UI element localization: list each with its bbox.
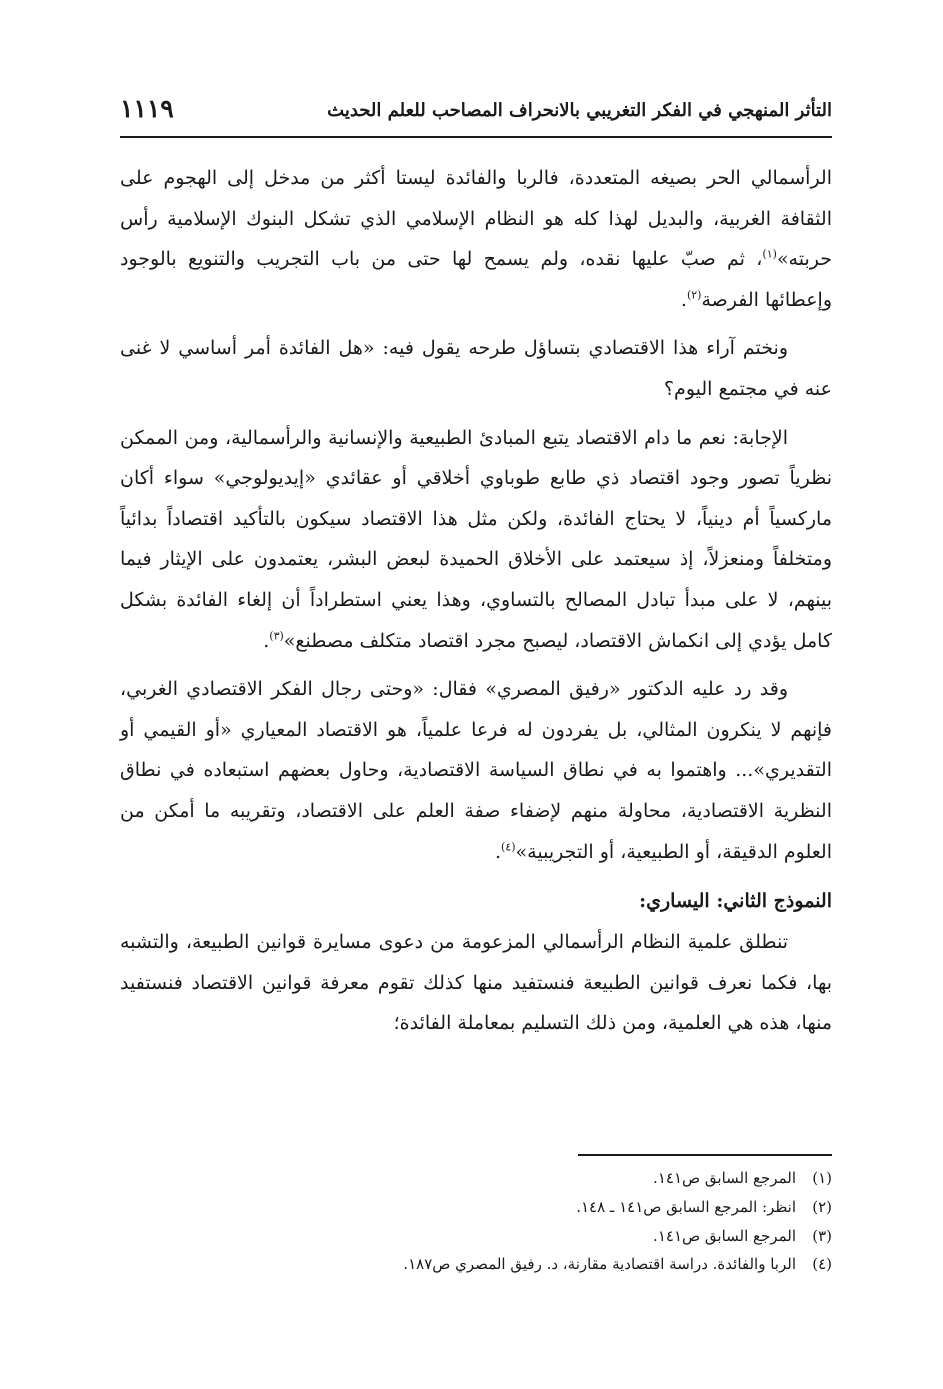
footnote-text: المرجع السابق ص١٤١. [653,1226,796,1245]
footnote-number: (٤) [812,1255,832,1274]
paragraph-3-text: الإجابة: نعم ما دام الاقتصاد يتبع المبادئ الطبيعية والإنسانية والرأسمالية، ومن الممكن نظرياً تصور وجود اقتصاد ذي طابع طوباوي أخلاقي أو عقائدي «إيديولوجي» سواء أكان ماركسياً أم دينياً، لا يحتاج الفائدة، ولكن مثل هذا الاقتصاد سيكون بالتأكيد اقتصاداً بدائياً ومتخلفاً ومنعزلاً، إذ سيعتمد على الأخلاق الحميدة لبعض البشر، يعتمدون على الإيثار فيما بينهم، لا على مبدأ تبادل المصالح بالتساوي، وهذا يعني استطراداً أن إلغاء الفائدة بشكل كامل يؤدي إلى انكماش الاقتصاد، ليصبح مجرد اقتصاد متكلف مصطنع» [120,426,832,652]
section-heading: النموذج الثاني: اليساري: [639,890,832,913]
footnotes [120,1164,832,1279]
footnote-text: انظر: المرجع السابق ص١٤١ ـ ١٤٨. [576,1197,796,1216]
paragraph-4 [120,669,832,872]
footnote-ref-3: (٣) [269,629,284,643]
footnote-separator [578,1154,832,1156]
footnote [120,1164,832,1193]
page-number: ١١١٩ [120,94,174,123]
footnote-ref-1: (١) [762,247,777,261]
paragraph-2 [120,328,832,409]
paragraph-4-end: . [494,840,502,863]
paragraph-5 [120,922,832,1044]
paragraph-2-text: ونختم آراء هذا الاقتصادي بتساؤل طرحه يقول فيه: «هل الفائدة أمر أساسي لا غنى عنه في مجتمع اليوم؟ [120,337,832,400]
footnote-number: (٣) [812,1226,832,1245]
paragraph-1-text: الرأسمالي الحر بصيغه المتعددة، فالربا والفائدة ليستا أكثر من مدخل إلى الهجوم على الثقافة الغربية، والبديل لهذا كله هو النظام الإسلامي الذي تشكل البنوك الإسلامية رأس حربته» [120,167,832,271]
paragraph-1-text-cont: ، ثم صبّ عليها نقده، ولم يسمح لها حتى من باب التجريب والتنويع بالوجود وإعطائها الفرصة [120,248,832,311]
footnote-ref-2: (٢) [686,288,702,302]
footnote [120,1222,832,1251]
footnote-text: المرجع السابق ص١٤١. [653,1169,796,1187]
footnote-ref-4: (٤) [501,840,516,854]
running-header [120,92,832,138]
paragraph-1 [120,158,832,320]
footnote-text: الربا والفائدة. دراسة اقتصادية مقارنة، د. رفيق المصري ص١٨٧. [403,1255,796,1274]
footnote-number: (٢) [812,1197,832,1216]
paragraph-5-text: تنطلق علمية النظام الرأسمالي المزعومة من دعوى مسايرة قوانين الطبيعة، والتشبه بها، فكما نعرف قوانين الطبيعة فنستفيد منها كذلك تقوم معرفة قوانين الاقتصاد فنستفيد منها، هذه هي العلمية، ومن ذلك التسليم بمعاملة الفائدة؛ [120,931,832,1035]
footnote [120,1250,832,1279]
running-header-title: التأثر المنهجي في الفكر التغريبي بالانحراف المصاحب للعلم الحديث [327,100,832,121]
paragraph-1-end: . [680,288,687,311]
footnote [120,1193,832,1222]
paragraph-3 [120,418,832,662]
paragraph-3-end: . [263,629,270,652]
paragraph-4-text: وقد رد عليه الدكتور «رفيق المصري» فقال: «وحتى رجال الفكر الاقتصادي الغربي، فإنهم لا ينكرون المثالي، بل يفردون له فرعا علمياً، هو الاقتصاد المعياري «أو القيمي أو التقديري»... واهتموا به في نطاق السياسة الاقتصادية، وحاول بعضهم استبعاده في نطاق النظرية الاقتصادية، محاولة منهم لإضفاء صفة العلم على الاقتصاد، وتقريبه ما أمكن من العلوم الدقيقة، أو الطبيعية، أو التجريبية» [120,678,832,863]
main-text [120,158,832,1052]
footnote-number: (١) [812,1169,832,1187]
